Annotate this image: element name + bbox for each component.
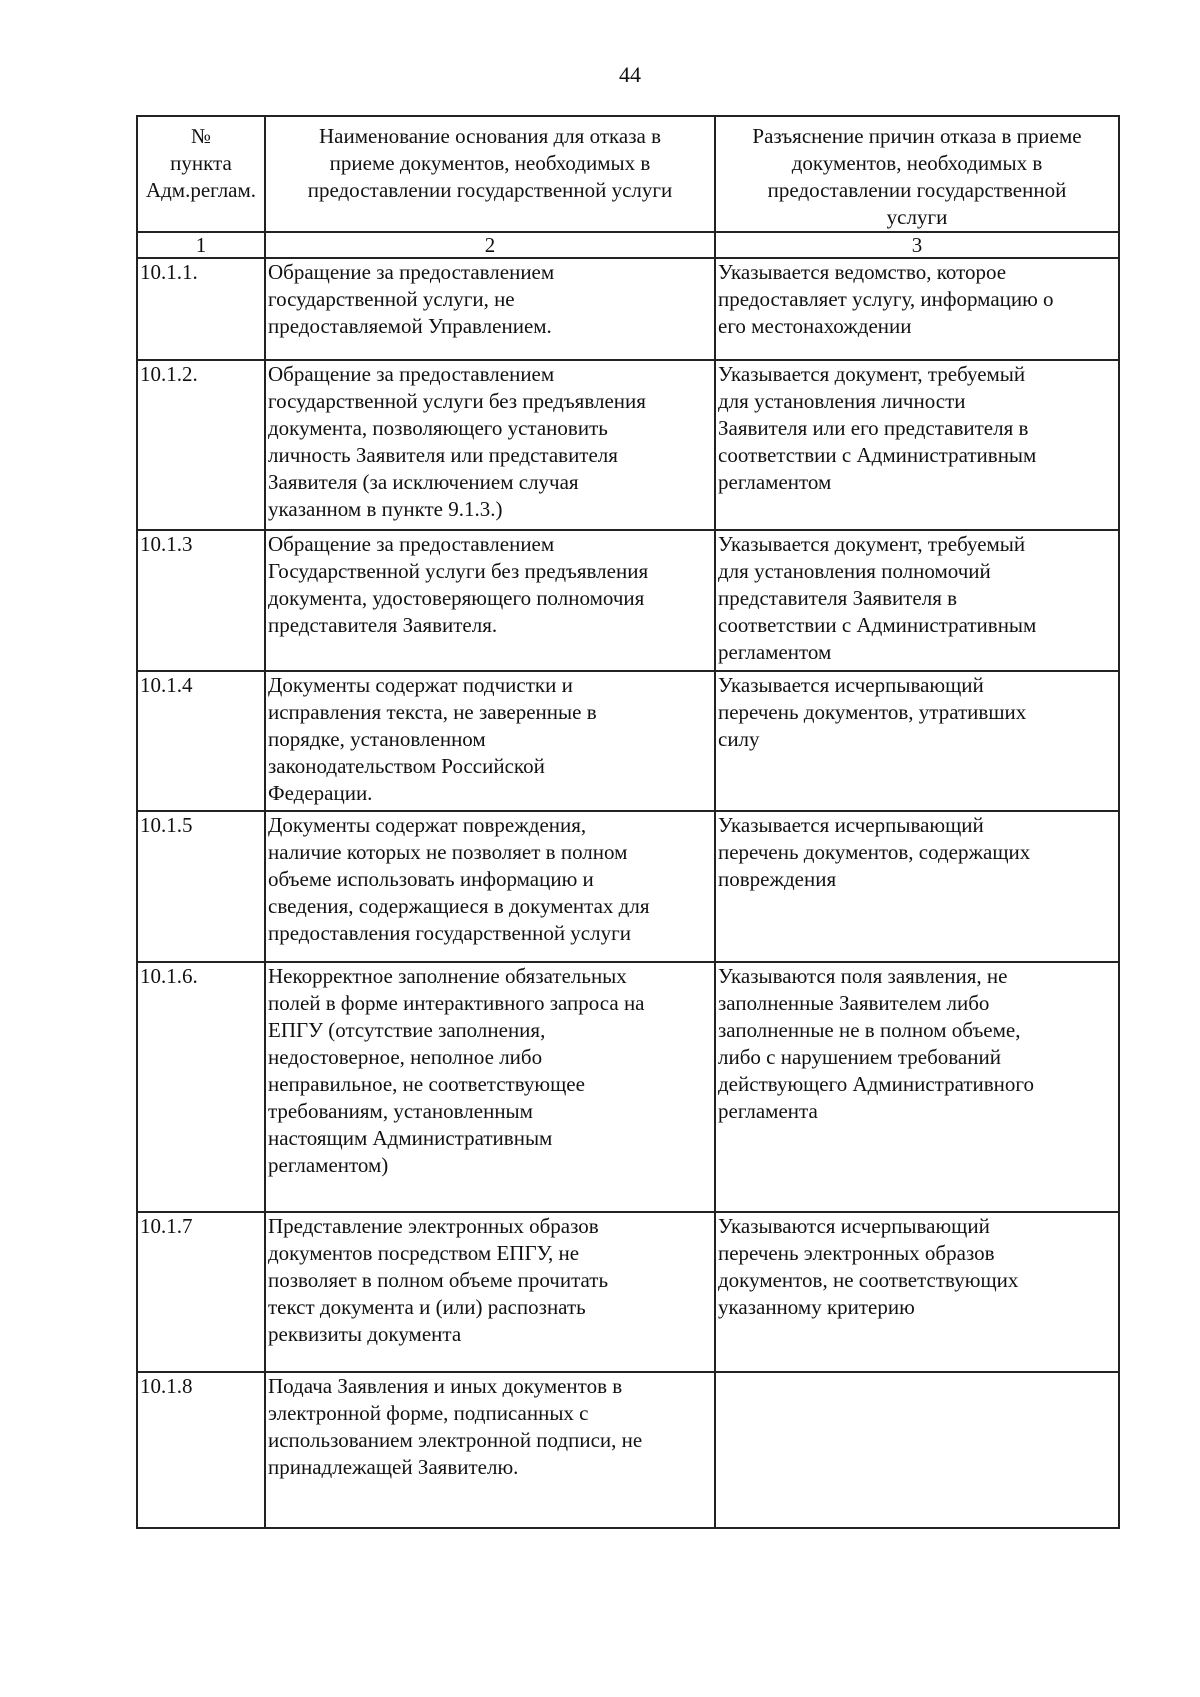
row-number: 10.1.8 <box>137 1372 265 1528</box>
row-reason: Обращение за предоставлением Государственной услуги без предъявления документа, удостоверяющего полномочия представителя Заявителя. <box>265 530 715 671</box>
row-reason: Документы содержат повреждения, наличие которых не позволяет в полном объеме использовать информацию и сведения, содержащиеся в документах для предоставления государственной услуги <box>265 811 715 962</box>
page-number: 44 <box>619 62 641 87</box>
row-explanation <box>715 1372 1119 1528</box>
row-explanation: Указывается исчерпывающий перечень документов, утративших силу <box>715 671 1119 811</box>
row-reason: Некорректное заполнение обязательных полей в форме интерактивного запроса на ЕПГУ (отсутствие заполнения, недостоверное, неполное либо неправильное, не соответствующее требованиям, установленным настоящим Административным регламентом) <box>265 962 715 1212</box>
row-reason: Документы содержат подчистки и исправления текста, не заверенные в порядке, установленном законодательством Российской Федерации. <box>265 671 715 811</box>
row-reason: Представление электронных образов документов посредством ЕПГУ, не позволяет в полном объеме прочитать текст документа и (или) распознать реквизиты документа <box>265 1212 715 1372</box>
column-number: 3 <box>715 232 1119 258</box>
table-row <box>137 360 1119 530</box>
row-explanation: Указывается документ, требуемый для установления полномочий представителя Заявителя в соответствии с Административным регламентом <box>715 530 1119 671</box>
header-refusal-reason: Наименование основания для отказа в приеме документов, необходимых в предоставлении государственной услуги <box>265 116 715 232</box>
table-row <box>137 1372 1119 1528</box>
column-numbers-row <box>137 232 1119 258</box>
table-header-row <box>137 116 1119 232</box>
table-row <box>137 671 1119 811</box>
row-explanation: Указываются исчерпывающий перечень электронных образов документов, не соответствующих указанному критерию <box>715 1212 1119 1372</box>
row-number: 10.1.2. <box>137 360 265 530</box>
row-explanation: Указывается документ, требуемый для установления личности Заявителя или его представителя в соответствии с Административным регламентом <box>715 360 1119 530</box>
row-number: 10.1.4 <box>137 671 265 811</box>
table-row <box>137 962 1119 1212</box>
row-explanation: Указывается ведомство, которое предоставляет услугу, информацию о его местонахождении <box>715 258 1119 360</box>
refusal-grounds-table <box>136 115 1120 1529</box>
row-number: 10.1.3 <box>137 530 265 671</box>
row-reason: Обращение за предоставлением государственной услуги, не предоставляемой Управлением. <box>265 258 715 360</box>
table-row <box>137 1212 1119 1372</box>
row-reason: Подача Заявления и иных документов в электронной форме, подписанных с использованием электронной подписи, не принадлежащей Заявителю. <box>265 1372 715 1528</box>
row-number: 10.1.5 <box>137 811 265 962</box>
row-number: 10.1.6. <box>137 962 265 1212</box>
row-number: 10.1.1. <box>137 258 265 360</box>
header-item-number: № пункта Адм.реглам. <box>137 116 265 232</box>
table-row <box>137 811 1119 962</box>
column-number: 1 <box>137 232 265 258</box>
row-reason: Обращение за предоставлением государственной услуги без предъявления документа, позволяющего установить личность Заявителя или представителя Заявителя (за исключением случая указанном в пункте 9.1.3.) <box>265 360 715 530</box>
header-refusal-explanation: Разъяснение причин отказа в приеме документов, необходимых в предоставлении государственной услуги <box>715 116 1119 232</box>
row-number: 10.1.7 <box>137 1212 265 1372</box>
column-number: 2 <box>265 232 715 258</box>
row-explanation: Указываются поля заявления, не заполненные Заявителем либо заполненные не в полном объеме, либо с нарушением требований действующего Административного регламента <box>715 962 1119 1212</box>
row-explanation: Указывается исчерпывающий перечень документов, содержащих повреждения <box>715 811 1119 962</box>
table-row <box>137 258 1119 360</box>
table-row <box>137 530 1119 671</box>
